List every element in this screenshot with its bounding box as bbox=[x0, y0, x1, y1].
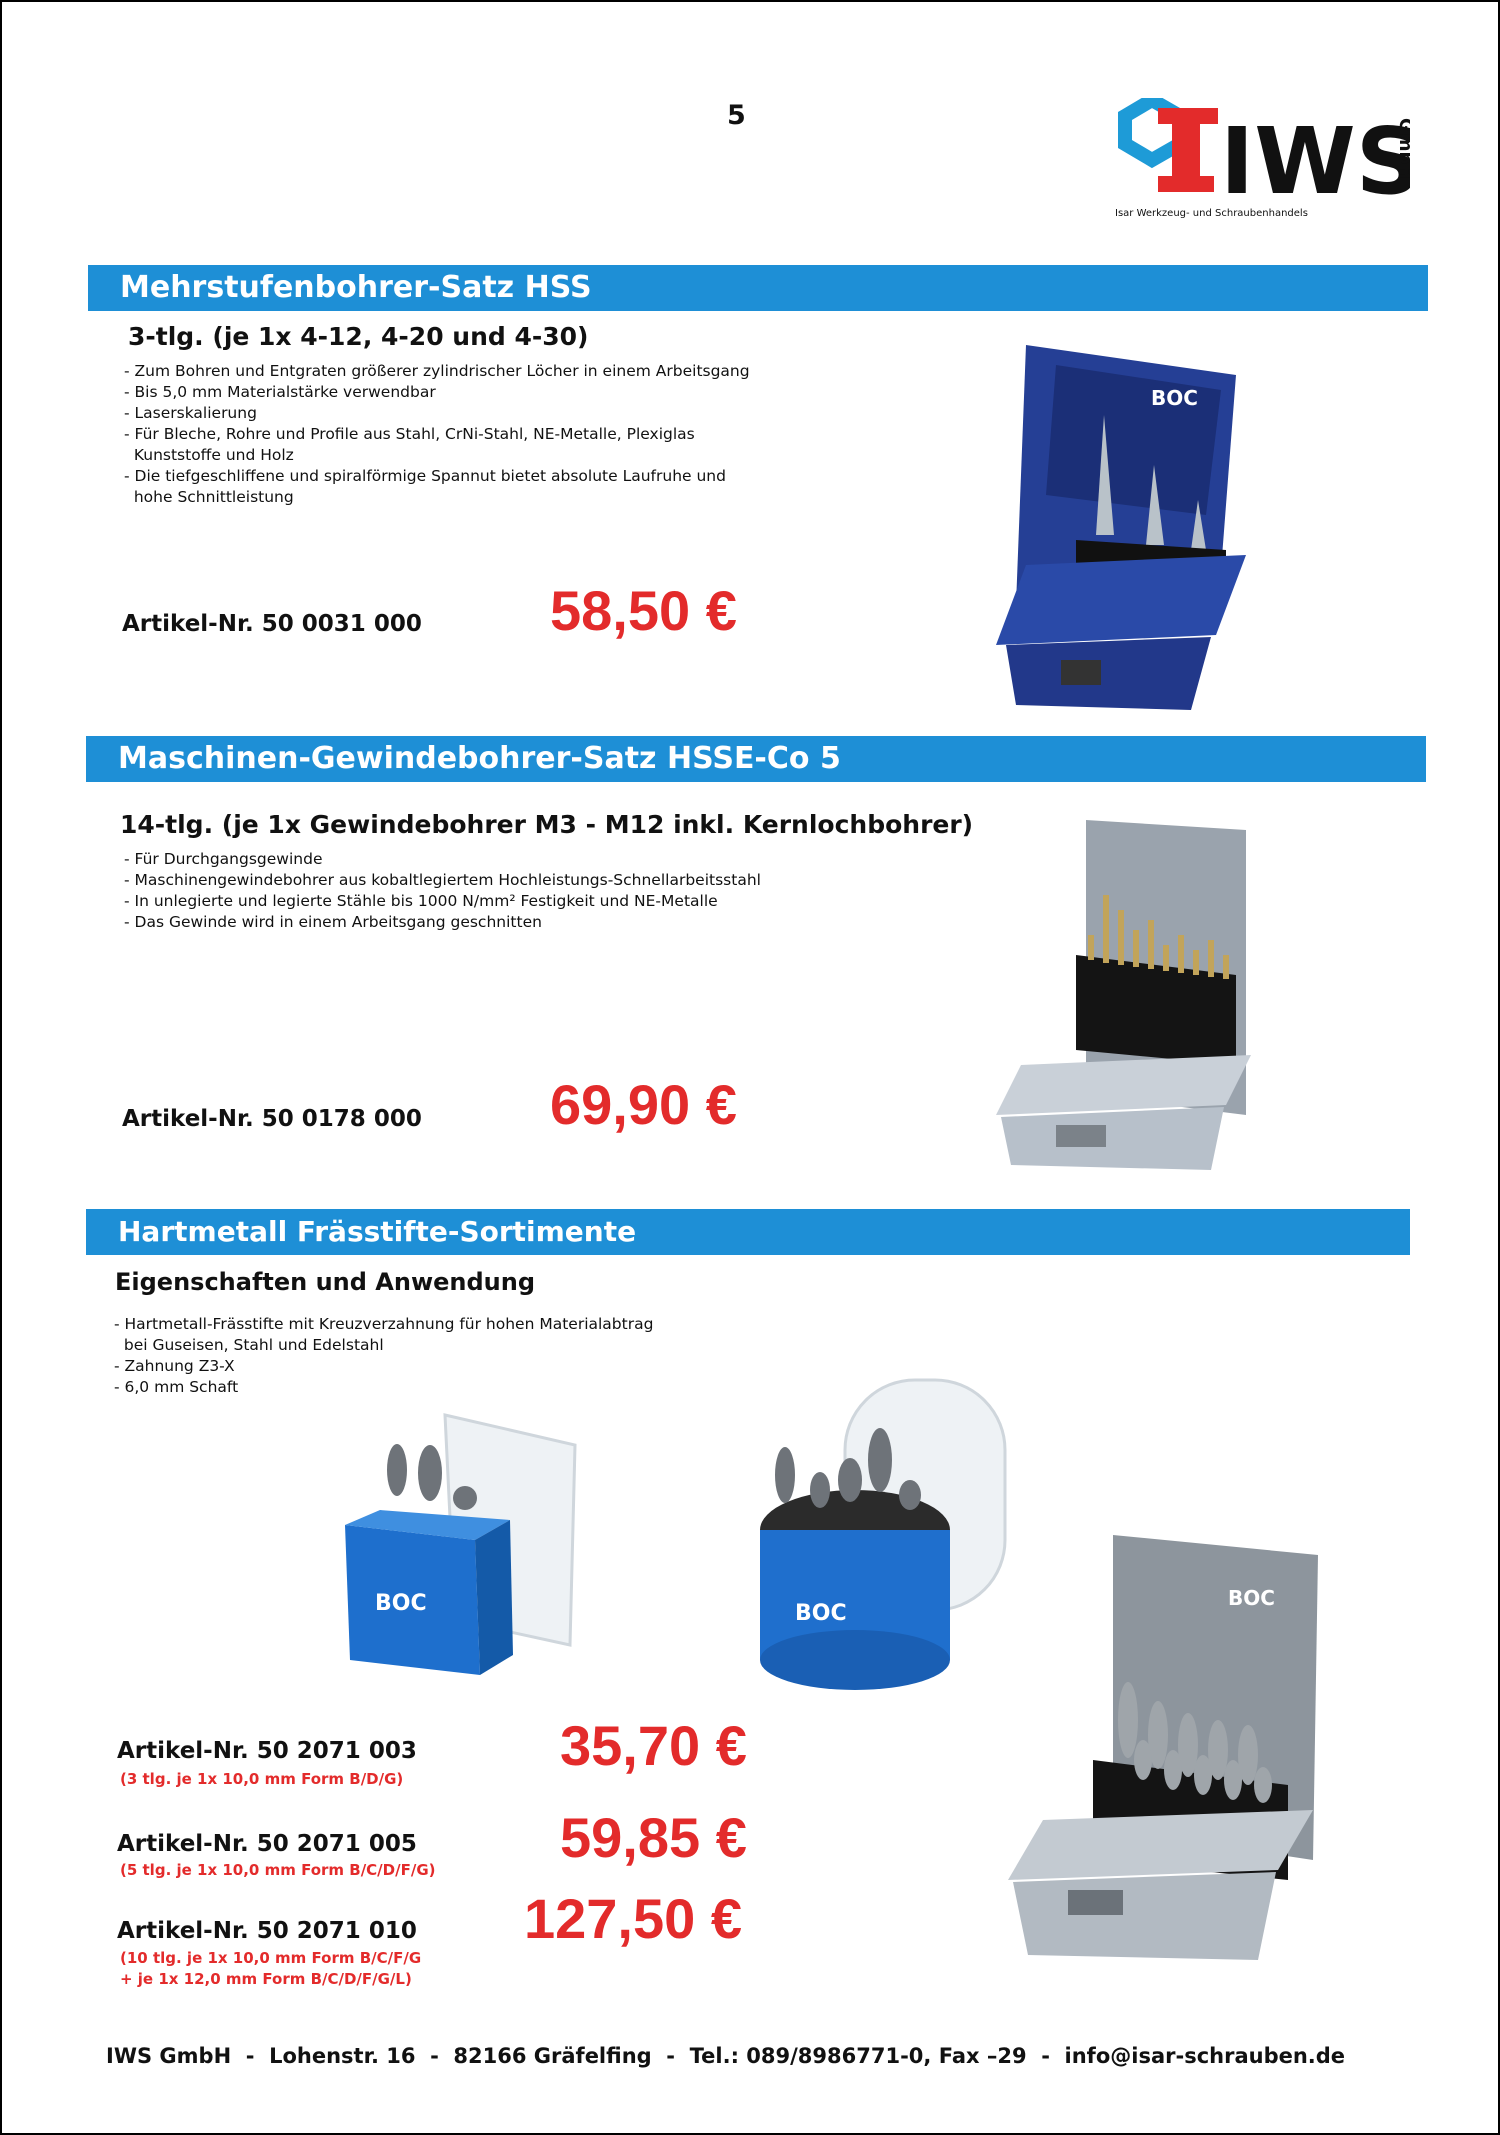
case-brand-label: BOC bbox=[1151, 386, 1198, 410]
article-number-burr-10: Artikel-Nr. 50 2071 010 bbox=[117, 1918, 417, 1944]
price-burr-10: 127,50 € bbox=[524, 1887, 742, 1950]
logo-brand-text: IWS bbox=[1220, 108, 1410, 215]
logo-gmbh-text: GmbH bbox=[1395, 118, 1410, 180]
bullet-list-burrs: - Hartmetall-Frässtifte mit Kreuzverzahnung für hohen Materialabtrag bei Guseisen, Stahl und Edelstahl - Zahnung Z3-X - 6,0 mm Schaft bbox=[114, 1315, 654, 1396]
section-subtitle-taps: 14-tlg. (je 1x Gewindebohrer M3 - M12 inkl. Kernlochbohrer) bbox=[120, 810, 974, 839]
case-brand-label: BOC bbox=[1228, 1586, 1275, 1610]
product-image-burr-set-10 bbox=[1008, 1530, 1338, 1974]
product-image-burr-set-5 bbox=[745, 1370, 1045, 1694]
section-subtitle-burrs: Eigenschaften und Anwendung bbox=[115, 1268, 536, 1296]
section-header-taps: Maschinen-Gewindebohrer-Satz HSSE-Co 5 bbox=[86, 736, 1426, 782]
price-burr-5: 59,85 € bbox=[560, 1806, 747, 1869]
bullet-list-taps: - Für Durchgangsgewinde - Maschinengewindebohrer aus kobaltlegiertem Hochleistungs-Schnellarbeitsstahl - In unlegierte und legierte Stähle bis 1000 N/mm² Festigkeit und NE-Metalle - Das Gewinde wird in einem Arbeitsgang geschnitten bbox=[124, 850, 761, 931]
product-image-stepdrill-case bbox=[996, 335, 1256, 719]
price-taps: 69,90 € bbox=[550, 1073, 737, 1136]
article-number-taps: Artikel-Nr. 50 0178 000 bbox=[122, 1106, 422, 1132]
case-brand-label: BOC bbox=[795, 1601, 847, 1626]
section-subtitle-stepdrill: 3-tlg. (je 1x 4-12, 4-20 und 4-30) bbox=[128, 322, 589, 351]
article-number-burr-5: Artikel-Nr. 50 2071 005 bbox=[117, 1831, 417, 1857]
article-number-burr-3: Artikel-Nr. 50 2071 003 bbox=[117, 1738, 417, 1764]
product-image-burr-set-3 bbox=[335, 1395, 635, 1689]
footer-contact: IWS GmbH - Lohenstr. 16 - 82166 Gräfelfing - Tel.: 089/8986771-0, Fax –29 - info@isar-schrauben.de bbox=[106, 2044, 1346, 2068]
case-brand-label: BOC bbox=[375, 1591, 427, 1616]
company-logo bbox=[1110, 98, 1410, 222]
price-burr-3: 35,70 € bbox=[560, 1714, 747, 1777]
section-header-stepdrill: Mehrstufenbohrer-Satz HSS bbox=[88, 265, 1428, 311]
product-image-taps-case bbox=[996, 815, 1266, 1179]
article-note-burr-5: (5 tlg. je 1x 10,0 mm Form B/C/D/F/G) bbox=[120, 1861, 436, 1879]
article-note-burr-3: (3 tlg. je 1x 10,0 mm Form B/D/G) bbox=[120, 1770, 404, 1788]
logo-tagline: Isar Werkzeug- und Schraubenhandels bbox=[1115, 208, 1308, 219]
price-stepdrill: 58,50 € bbox=[550, 579, 737, 642]
article-number-stepdrill: Artikel-Nr. 50 0031 000 bbox=[122, 611, 422, 637]
bullet-list-stepdrill: - Zum Bohren und Entgraten größerer zylindrischer Löcher in einem Arbeitsgang - Bis 5,0 mm Materialstärke verwendbar - Laserskalierung - Für Bleche, Rohre und Profile aus Stahl, CrNi-Stahl, NE-Metalle, Plexiglas Kunststoffe und Holz - Die tiefgeschliffene und spiralförmige Spannut bietet absolute Laufruhe und hohe Schnittleistung bbox=[124, 362, 750, 506]
page-number: 5 bbox=[727, 100, 746, 131]
article-note-burr-10: (10 tlg. je 1x 10,0 mm Form B/C/F/G + je 1x 12,0 mm Form B/C/D/F/G/L) bbox=[120, 1949, 422, 1988]
section-header-burrs: Hartmetall Frässtifte-Sortimente bbox=[86, 1209, 1410, 1255]
